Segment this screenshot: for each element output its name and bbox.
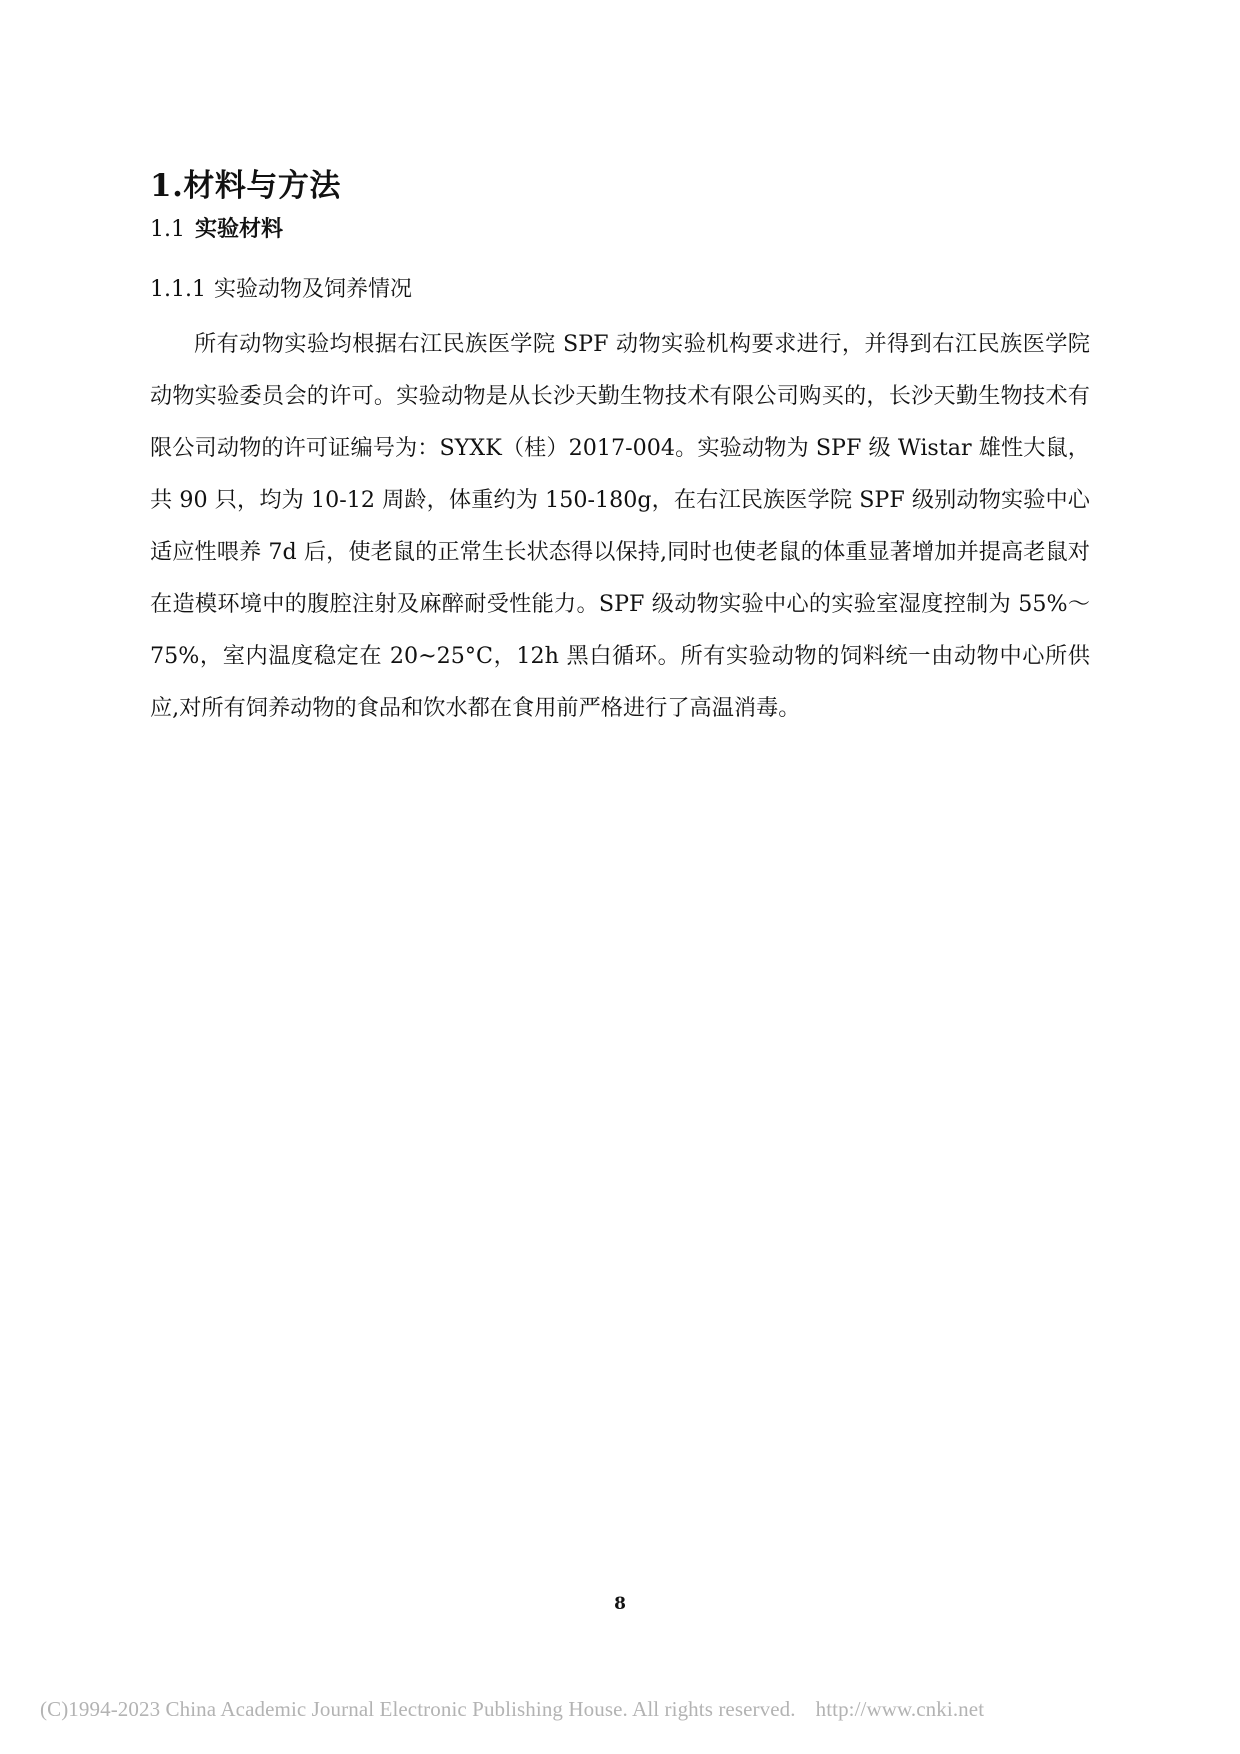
subsubsection-title: 实验动物及饲养情况 (213, 277, 412, 302)
body-paragraph: 所有动物实验均根据右江民族医学院 SPF 动物实验机构要求进行，并得到右江民族医学院动物实验委员会的许可。实验动物是从长沙天勤生物技术有限公司购买的，长沙天勤生物技术有限公司动物的许可证编号为：SYXK（桂）2017-004。实验动物为 SPF 级 Wistar 雄性大鼠，共 90 只，均为 10-12 周龄，体重约为 150-180g，在右江民族医学院 SPF 级别动物实验中心适应性喂养 7d 后，使老鼠的正常生长状态得以保持,同时也使老鼠的体重显著增加并提高老鼠对在造模环境中的腹腔注射及麻醉耐受性能力。SPF 级动物实验中心的实验室湿度控制为 55%～75%，室内温度稳定在 20~25°C，12h 黑白循环。所有实验动物的饲料统一由动物中心所供应,对所有饲养动物的食品和饮水都在食用前严格进行了高温消毒。 (150, 331, 1090, 721)
footer-url: http://www.cnki.net (815, 1697, 985, 1721)
subsection-number: 1.1 (150, 217, 185, 242)
subsubsection-heading (150, 272, 412, 303)
subsection-title: 实验材料 (195, 216, 284, 242)
footer-copyright: (C)1994-2023 China Academic Journal Electronic Publishing House. All rights reserved. (40, 1697, 796, 1721)
subsection-heading (150, 212, 283, 243)
subsubsection-number: 1.1.1 (150, 277, 206, 302)
page-number: 8 (614, 1594, 626, 1614)
section-heading: 1.材料与方法 (150, 168, 341, 204)
footer-watermark (40, 1697, 1200, 1722)
